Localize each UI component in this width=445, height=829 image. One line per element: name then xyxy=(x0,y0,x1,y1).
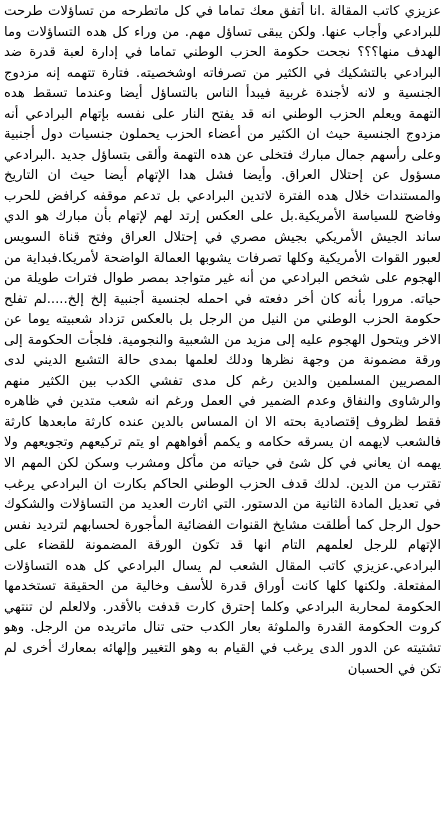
article-body-text: عزيزي كاتب المقالة .انا أتفق معك تماما في كل ماتطرحه من تساؤلات طرحت للبرادعي وأجاب عنها. ولكن يبقى تساؤل مهم. من وراء كل هده التساؤلات وما الهدف منها؟؟؟ نجحت حكومة الحزب الوطني تماما في إدارة لعبة قدرة ضد البرادعي بالتشكيك في الكثير من تصرفاته اوشخصيته. فتارة تتهمه إنه مزدوج الجنسية و لانه لأجندة غربية فيبدأ الناس بالتساؤل أيضا وعندما تسقط هده التهمة ويعلم الحزب الوطني انه قد يفتح النار على نفسه بإتهام البرادعي أنه مزدوج الجنسية حيث ان الكثير من أعضاء الحزب يحملون جنسيات دول أجنبية وعلى رأسهم جمال مبارك فتخلى عن هده التهمة وألقى بتساؤل جديد .البرادعي مسؤول عن إحتلال العراق. وأيضا فشل هدا الإتهام أيضا حيث ان التاريخ والمستندات خلال هده الفترة لاتدين البرادعي بل تدعم موقفه كرافض للحرب وفاضح للسياسة الأمريكية.بل على العكس إرتد لهم لإتهام بأن مبارك هو الدي ساند الجيش الأمريكي بجيش مصري في إحتلال العراق وفتح قناة السويس لعبور القوات الأمريكية وكلها تصرفات يشوبها العمالة الواضحة لأمريكا.فبداية من الهجوم على شخص البرادعي من أنه غير متواجد بمصر طوال فترات طويلة من حياته. مرورا بأنه كان أخر دفعته في احمله لجنسية أجنبية إلخ إلخ.....لم تفلح حكومة الحزب الوطني من النيل من الرجل بل بالعكس تزداد شعبيته يوما عن الاخر ويتحول الهجوم عليه إلى مزيد من الشعبية والنجومية. فلجأت الحكومة إلى ورقة مضمونة من وجهة نظرها ودلك لعلمها بمدى حالة التشبع الديني لدى المصريين المسلمين والدين رغم كل مدى تفشي الكدب بين الكثير منهم والرشاوى والنفاق وعدم الضمير في العمل ورغم انه شعب متدين في ظاهره فقط لظروف إقتصادية بحته الا ان المساس بالدين عنده كارثة مابعدها كارثة فالشعب لايهمه ان يسرقه حكامه و يكمم أفواههم او يتم تركيعهم وتجويعهم ولا يهمه ان يعاني في كل شئ في حياته من مأكل ومشرب وسكن لكن المهم الا تقترب من الدين. لدلك قدف الحزب الوطني الحاكم بكارت ان البرادعي يرغب في تعديل المادة الثانية من الدستور. التي اثارت العديد من التساؤلات والشكوك حول الرجل كما أطلقت مشايخ القنوات الفضائية المأجورة لحسابهم لترديد نفس الإتهام للرجل لعلمهم التام انها قد تكون الورقة المضمونة للقضاء على البرادعي.عزيزي كاتب المقال الشعب لم يسال البرادعي كل هده التساؤلات المفتعلة. ولكنها كلها كانت أوراق قدرة للأسف وخالية من الحقيقة تستخدمها الحكومة لمحاربة البرادعي وكلما إحترق كارت قدفت بالأقدر. ولالعلم لن تنتهي كروت الحكومة القدرة والملوثة بعار الكدب حتى تنال ماتريده من الرجل. وهو تشتيته عن الدور الدى يرغب في القيام به وهو التغيير وإلهائه بمعارك أخرى لم تكن في الحسبان xyxy=(4,4,441,677)
document-page xyxy=(4,2,441,827)
